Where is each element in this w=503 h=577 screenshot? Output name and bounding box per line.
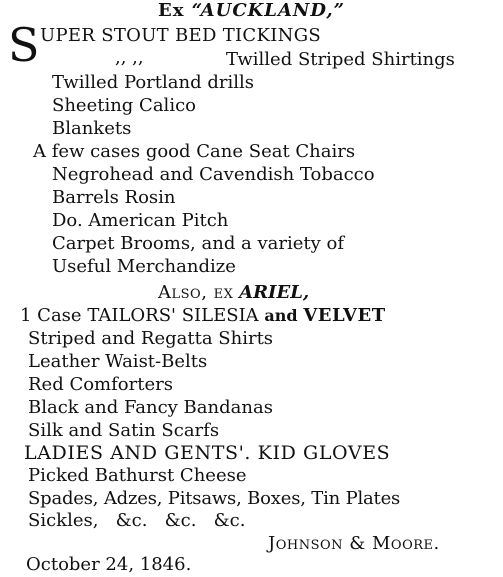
- ditto-marks: ,, ,,: [115, 47, 144, 68]
- item-regatta-shirts: Striped and Regatta Shirts: [28, 328, 274, 349]
- item-shirtings: Twilled Striped Shirtings: [226, 49, 455, 70]
- item-brooms: Carpet Brooms, and a variety of: [52, 233, 345, 254]
- also-prefix: Also, ex: [158, 282, 234, 303]
- also-ship-name: ARIEL,: [239, 282, 310, 303]
- item-scarfs: Silk and Satin Scarfs: [28, 420, 220, 441]
- item-pitch: Do. American Pitch: [52, 210, 229, 231]
- item-comforters: Red Comforters: [28, 374, 173, 395]
- item-cheese: Picked Bathurst Cheese: [28, 465, 247, 486]
- item-bandanas: Black and Fancy Bandanas: [28, 397, 273, 418]
- item-calico: Sheeting Calico: [52, 95, 196, 116]
- item-chairs: A few cases good Cane Seat Chairs: [33, 141, 356, 162]
- silesia-and: and: [264, 306, 298, 325]
- drop-cap: S: [8, 18, 40, 72]
- silesia-qty: 1 Case: [20, 305, 82, 326]
- item-bed-tickings: UPER STOUT BED TICKINGS: [40, 25, 322, 46]
- ad-title: [0, 2, 503, 20]
- silesia-name: TAILORS' SILESIA: [87, 305, 259, 326]
- title-ship-name: “AUCKLAND,”: [191, 0, 345, 21]
- merchant-signature: Johnson & Moore.: [268, 533, 440, 554]
- item-sickles: Sickles, &c. &c. &c.: [28, 510, 246, 531]
- advertisement-date: October 24, 1846.: [26, 554, 192, 575]
- also-line: [158, 284, 309, 302]
- item-tobacco: Negrohead and Cavendish Tobacco: [52, 164, 375, 185]
- silesia-velvet: VELVET: [303, 305, 386, 326]
- item-drills: Twilled Portland drills: [52, 72, 254, 93]
- item-merchandize: Useful Merchandize: [52, 256, 236, 277]
- item-rosin: Barrels Rosin: [52, 187, 176, 208]
- item-silesia: [20, 307, 386, 325]
- item-tools: Spades, Adzes, Pitsaws, Boxes, Tin Plates: [28, 488, 401, 509]
- item-kid-gloves: LADIES AND GENTS'. KID GLOVES: [24, 442, 391, 464]
- item-blankets: Blankets: [52, 118, 132, 139]
- title-prefix: Ex: [158, 0, 185, 21]
- item-waist-belts: Leather Waist-Belts: [28, 351, 208, 372]
